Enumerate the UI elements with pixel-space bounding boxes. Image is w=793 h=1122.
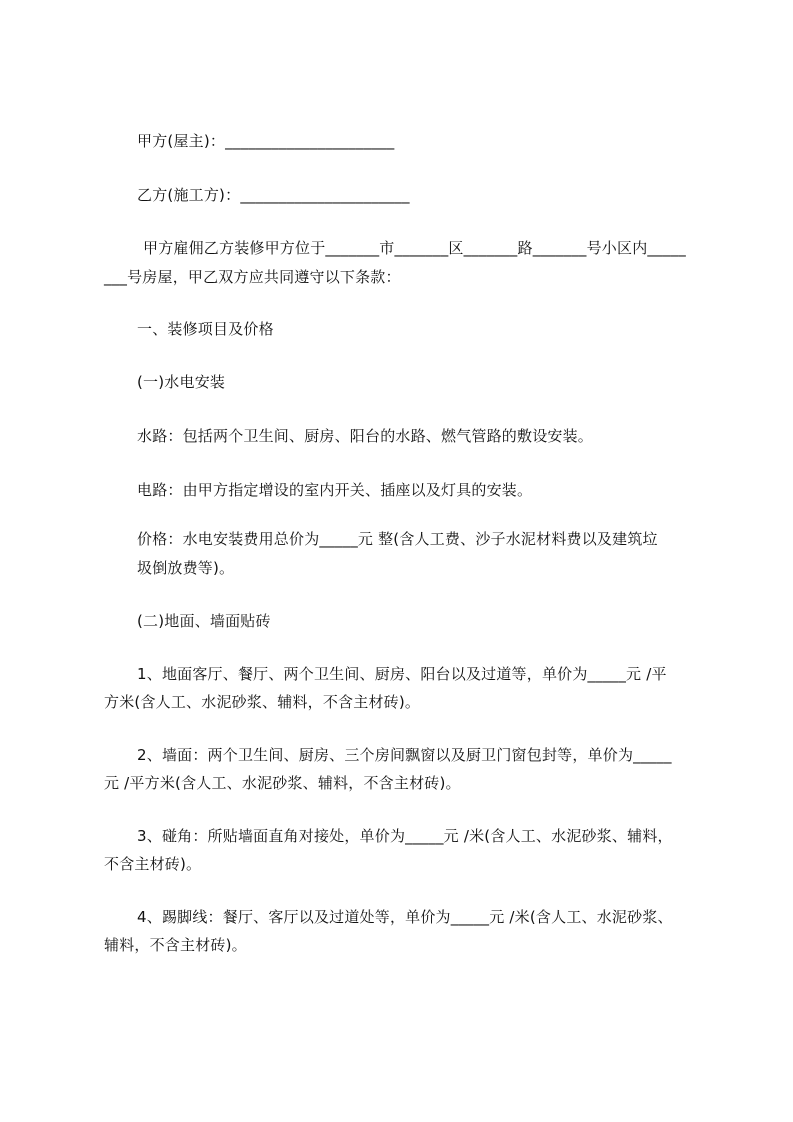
subsection-2-title: (二)地面、墙面贴砖 [137,612,271,630]
price-line-1: 价格：水电安装费用总价为_____元 整(含人工费、沙子水泥材料费以及建筑垃 [137,530,658,548]
subsection-1-title: (一)水电安装 [137,373,226,391]
party-a-label: 甲方(屋主)： [137,132,226,150]
intro-line-2: ___号房屋，甲乙双方应共同遵守以下条款： [104,268,401,286]
price-line-2: 圾倒放费等)。 [137,559,235,577]
tile-item-2-line-1: 2、墙面：两个卫生间、厨房、三个房间飘窗以及厨卫门窗包封等，单价为_____ [137,746,672,764]
intro-line-1: 甲方雇佣乙方装修甲方位于_______市_______区_______路_______号小区内_____ [143,239,686,257]
tile-item-4-line-2: 辅料，不含主材砖)。 [104,936,247,954]
party-a-blank: ______________________ [225,132,395,150]
tile-item-3-line-2: 不含主材砖)。 [104,855,202,873]
party-a-line [137,131,395,151]
electric-line: 电路：由甲方指定增设的室内开关、插座以及灯具的安装。 [137,481,533,499]
tile-item-1-line-1: 1、地面客厅、餐厅、两个卫生间、厨房、阳台以及过道等，单价为_____元 /平 [137,665,667,683]
party-b-line [137,185,410,205]
tile-item-3-line-1: 3、碰角：所贴墙面直角对接处，单价为_____元 /米(含人工、水泥砂浆、辅料， [137,827,673,845]
party-b-blank: ______________________ [240,186,410,204]
water-line: 水路：包括两个卫生间、厨房、阳台的水路、燃气管路的敷设安装。 [137,427,594,445]
tile-item-2-line-2: 元 /平方米(含人工、水泥砂浆、辅料，不含主材砖)。 [104,774,461,792]
tile-item-1-line-2: 方米(含人工、水泥砂浆、辅料，不含主材砖)。 [104,693,421,711]
tile-item-4-line-1: 4、踢脚线：餐厅、客厅以及过道处等，单价为_____元 /米(含人工、水泥砂浆、 [137,908,673,926]
section-1-title: 一、装修项目及价格 [137,320,274,338]
party-b-label: 乙方(施工方)： [137,186,241,204]
